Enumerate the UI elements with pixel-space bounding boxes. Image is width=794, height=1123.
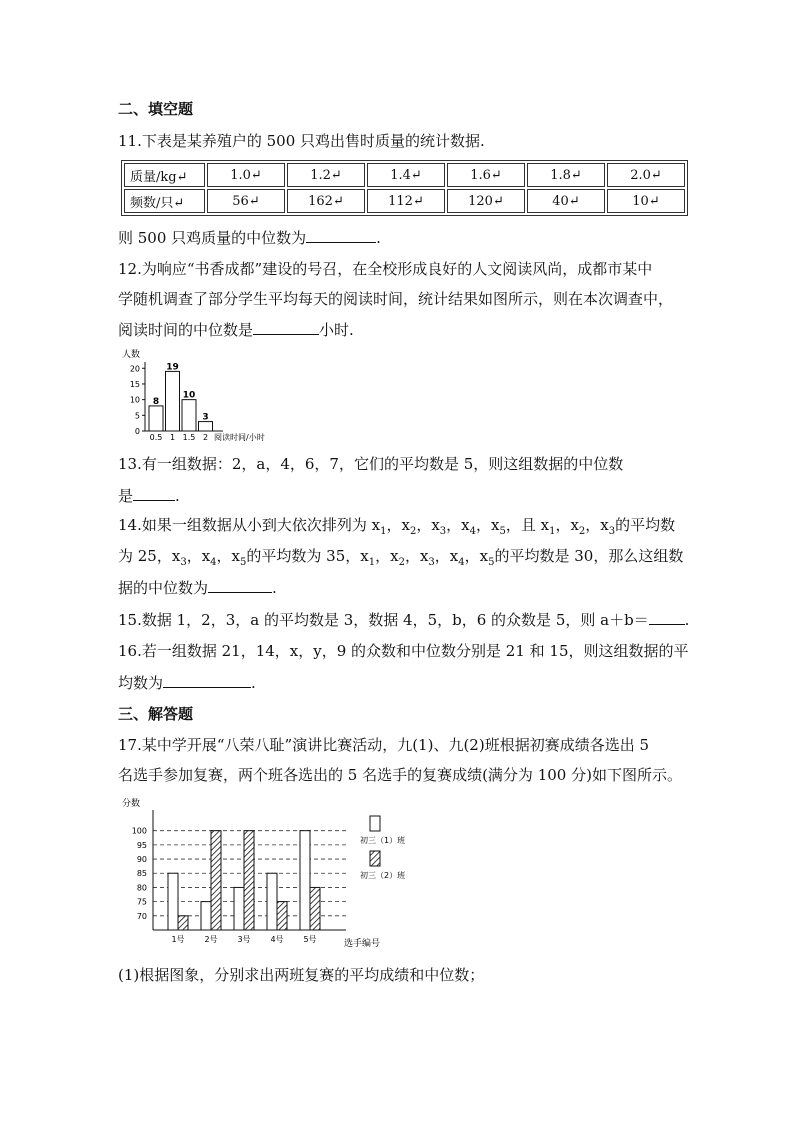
q11-stem: 11.下表是某养殖户的 500 只鸡出售时质量的统计数据. <box>118 132 485 150</box>
legend-swatch-class2 <box>370 851 380 866</box>
bar-class2 <box>244 831 254 930</box>
bar <box>166 371 180 431</box>
bar-class2 <box>277 902 287 930</box>
table-cell: 1.0↵ <box>207 163 285 187</box>
x-tick-label: 0.5 <box>149 433 163 442</box>
bar-class1 <box>234 887 244 930</box>
q17-sub1: (1)根据图象，分别求出两班复赛的平均成绩和中位数； <box>118 966 485 984</box>
bar-class2 <box>310 887 320 930</box>
table-row <box>124 163 685 187</box>
q11-end: . <box>376 229 381 247</box>
y-tick-label: 100 <box>131 826 147 836</box>
section-heading-solutions: 三、解答题 <box>118 705 194 723</box>
x-tick-label: 2 <box>202 433 209 442</box>
table-cell: 162↵ <box>287 189 365 213</box>
bar-class1 <box>201 902 211 930</box>
legend-label-class2: 初三（2）班 <box>360 871 406 880</box>
bar-class1 <box>300 831 310 930</box>
q15-text: 15.数据 1，2，3，a 的平均数是 3，数据 4，5，b，6 的众数是 5，则 a＋b＝ <box>118 611 649 629</box>
bar-value-label: 10 <box>182 390 196 401</box>
table-cell: 2.0↵ <box>607 163 685 187</box>
q12-line3 <box>118 318 354 341</box>
legend-swatch-class1 <box>370 816 380 831</box>
q12-line3-end: 小时. <box>319 321 354 339</box>
table-cell: 40↵ <box>527 189 605 213</box>
table-cell: 112↵ <box>367 189 445 213</box>
contest-score-bar-chart <box>118 796 428 954</box>
answer-blank[interactable] <box>133 484 175 501</box>
table-cell: 1.6↵ <box>447 163 525 187</box>
y-tick-label: 95 <box>136 840 147 850</box>
y-tick-label: 5 <box>134 411 140 421</box>
table-header-frequency: 频数/只↵ <box>124 189 205 213</box>
bar-class2 <box>211 831 221 930</box>
answer-blank[interactable] <box>649 608 685 625</box>
bar-value-label: 3 <box>202 412 209 423</box>
q15-end: . <box>684 611 690 629</box>
table-cell: 10↵ <box>607 189 685 213</box>
bar-class2 <box>178 916 188 930</box>
q15 <box>118 608 689 631</box>
answer-blank[interactable] <box>306 226 376 243</box>
q13-line2 <box>118 484 180 507</box>
q13-end: . <box>175 487 180 505</box>
x-tick-label: 4号 <box>270 935 284 944</box>
bar <box>182 400 196 431</box>
x-tick-label: 2号 <box>204 935 218 944</box>
x-tick-label: 1号 <box>171 935 185 944</box>
q16-line2 <box>118 671 256 694</box>
x-tick-label: 1 <box>169 433 176 442</box>
x-tick-label: 3号 <box>237 935 251 944</box>
bar-class1 <box>267 873 277 930</box>
q13-line1: 13.有一组数据：2，a，4，6，7，它们的平均数是 5，则这组数据的中位数 <box>118 455 624 473</box>
table-cell: 120↵ <box>447 189 525 213</box>
table-header-mass: 质量/kg↵ <box>124 163 205 187</box>
q14-end: . <box>272 579 277 597</box>
y-tick-label: 15 <box>129 379 140 389</box>
q13-line2-text: 是 <box>118 487 134 505</box>
table-cell: 1.4↵ <box>367 163 445 187</box>
q16-line1: 16.若一组数据 21，14，x，y，9 的众数和中位数分别是 21 和 15，则这组数据的平 <box>118 642 689 660</box>
x-axis-label: 阅读时间/小时 <box>214 433 265 442</box>
y-axis-label: 分数 <box>122 799 141 809</box>
q14-line1: 14.如果一组数据从小到大依次排列为 $x_1$，$x_2$，$x_3$，$x_4$，$x_5$，且 $x_1$，$x_2$，$x_3$的平均数 <box>118 516 676 537</box>
bar-value-label: 8 <box>152 396 160 407</box>
q11-frequency-table <box>121 160 688 216</box>
q17-line2: 名选手参加复赛，两个班各选出的 5 名选手的复赛成绩(满分为 100 分)如下图所示。 <box>118 766 682 784</box>
reading-time-bar-chart <box>118 346 298 446</box>
table-cell: 1.2↵ <box>287 163 365 187</box>
bar-class1 <box>168 873 178 930</box>
y-tick-label: 20 <box>129 364 140 374</box>
table-row <box>124 189 685 213</box>
bar <box>199 422 213 431</box>
y-tick-label: 90 <box>136 855 147 865</box>
y-tick-label: 70 <box>136 911 147 921</box>
x-tick-label: 5号 <box>303 935 317 944</box>
answer-blank[interactable] <box>208 576 272 593</box>
bar <box>149 406 163 431</box>
q11-ask <box>118 226 381 249</box>
q14-line2: 为 25，$x_3$，$x_4$，$x_5$的平均数为 35，$x_1$，$x_2$，$x_3$，$x_4$，$x_5$的平均数是 30，那么这组数 <box>118 547 684 568</box>
y-tick-label: 10 <box>129 395 140 405</box>
q11-ask-text: 则 500 只鸡质量的中位数为 <box>118 229 307 247</box>
bar-value-label: 19 <box>166 362 179 373</box>
q16-line2-text: 均数为 <box>118 674 164 692</box>
y-axis-label: 人数 <box>122 350 141 360</box>
q14-line3 <box>118 576 277 599</box>
q14-line3-text: 据的中位数为 <box>118 579 209 597</box>
q12-line1: 12.为响应“书香成都”建设的号召，在全校形成良好的人文阅读风尚，成都市某中 <box>118 260 653 278</box>
y-tick-label: 80 <box>136 883 147 893</box>
y-tick-label: 85 <box>136 869 147 879</box>
answer-blank[interactable] <box>253 318 319 335</box>
q17-line1: 17.某中学开展“八荣八耻”演讲比赛活动，九(1)、九(2)班根据初赛成绩各选出 5 <box>118 736 650 754</box>
q12-line3-text: 阅读时间的中位数是 <box>118 321 254 339</box>
x-axis-label: 选手编号 <box>344 939 381 949</box>
q16-end: . <box>251 674 256 692</box>
q12-line2: 学随机调查了部分学生平均每天的阅读时间，统计结果如图所示，则在本次调查中， <box>118 290 674 308</box>
table-cell: 1.8↵ <box>527 163 605 187</box>
table-cell: 56↵ <box>207 189 285 213</box>
y-tick-label: 75 <box>136 897 147 907</box>
x-tick-label: 1.5 <box>182 433 196 442</box>
legend-label-class1: 初三（1）班 <box>360 836 406 845</box>
section-heading-fill-in: 二、填空题 <box>118 100 194 118</box>
y-tick-label: 0 <box>134 427 140 436</box>
answer-blank[interactable] <box>163 671 251 688</box>
